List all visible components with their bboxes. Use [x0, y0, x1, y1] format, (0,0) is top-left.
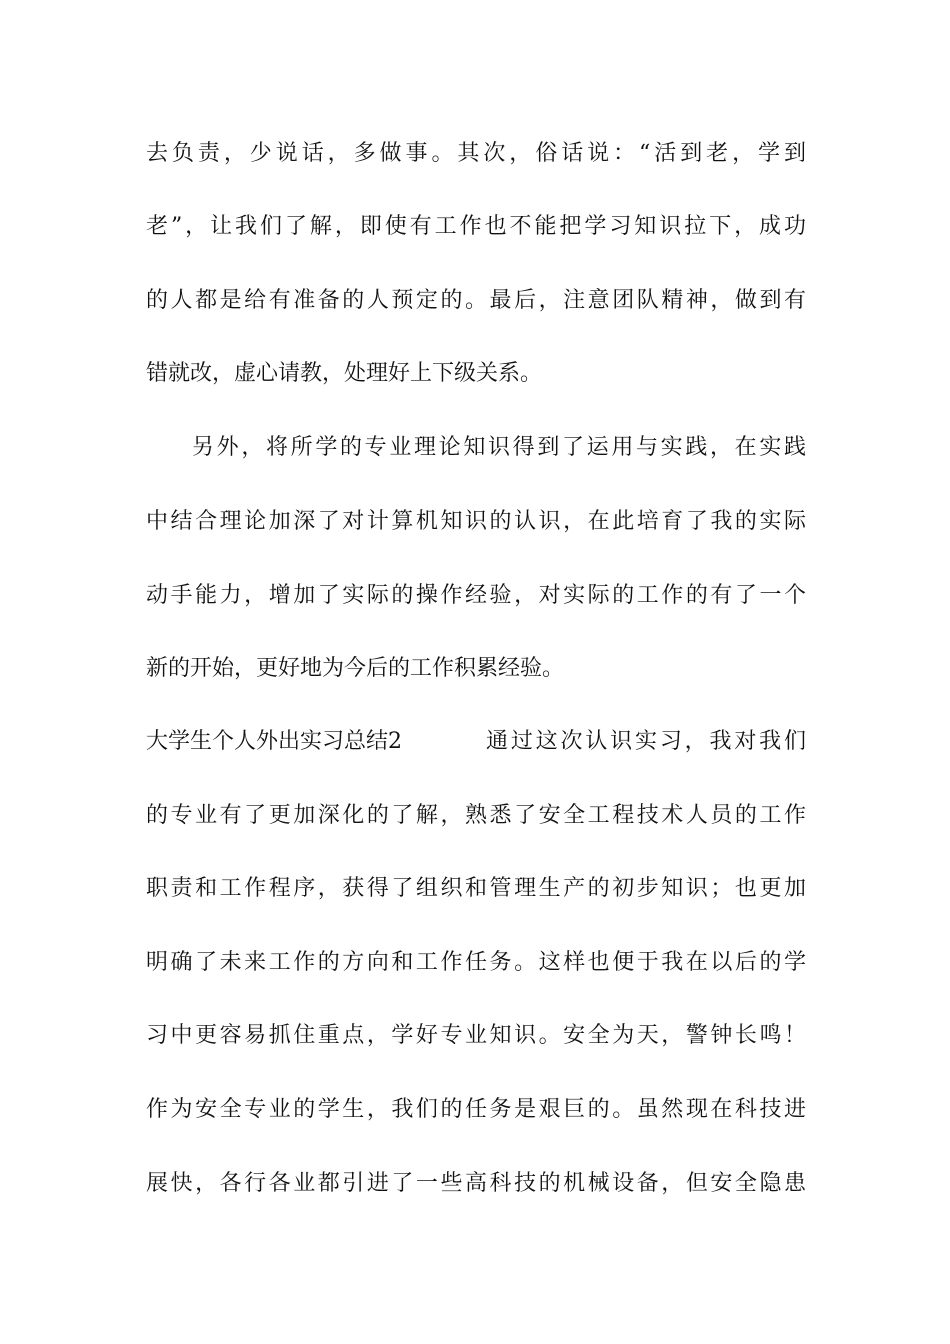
- text-line: 去负责，少说话，多做事。其次，俗话说：“活到老，学到: [146, 141, 806, 166]
- text-line: 通过这次认识实习，我对我们: [486, 729, 806, 754]
- paragraph-first-line: 另外，将所学的专业理论知识得到了运用与实践，在实践: [192, 435, 806, 460]
- text-line: 作为安全专业的学生，我们的任务是艰巨的。虽然现在科技进: [146, 1097, 806, 1122]
- text-line: 的专业有了更加深化的了解，熟悉了安全工程技术人员的工作: [146, 803, 806, 828]
- text-line: 习中更容易抓住重点，学好专业知识。安全为天，警钟长鸣！: [146, 1023, 806, 1048]
- text-line: 错就改，虚心请教，处理好上下级关系。: [146, 361, 543, 386]
- text-line: 明确了未来工作的方向和工作任务。这样也便于我在以后的学: [146, 950, 806, 975]
- section-title: 大学生个人外出实习总结2: [146, 729, 402, 754]
- text-line: 展快，各行各业都引进了一些高科技的机械设备，但安全隐患: [146, 1171, 806, 1196]
- text-line: 新的开始，更好地为今后的工作积累经验。: [146, 656, 565, 681]
- text-line: 职责和工作程序，获得了组织和管理生产的初步知识；也更加: [146, 876, 806, 901]
- text-line: 动手能力，增加了实际的操作经验，对实际的工作的有了一个: [146, 583, 806, 608]
- section-heading-line: [146, 725, 806, 759]
- text-line: 的人都是给有准备的人预定的。最后，注意团队精神，做到有: [146, 288, 806, 313]
- text-line: 老”，让我们了解，即使有工作也不能把学习知识拉下，成功: [146, 214, 806, 239]
- text-line: 中结合理论加深了对计算机知识的认识，在此培育了我的实际: [146, 509, 806, 534]
